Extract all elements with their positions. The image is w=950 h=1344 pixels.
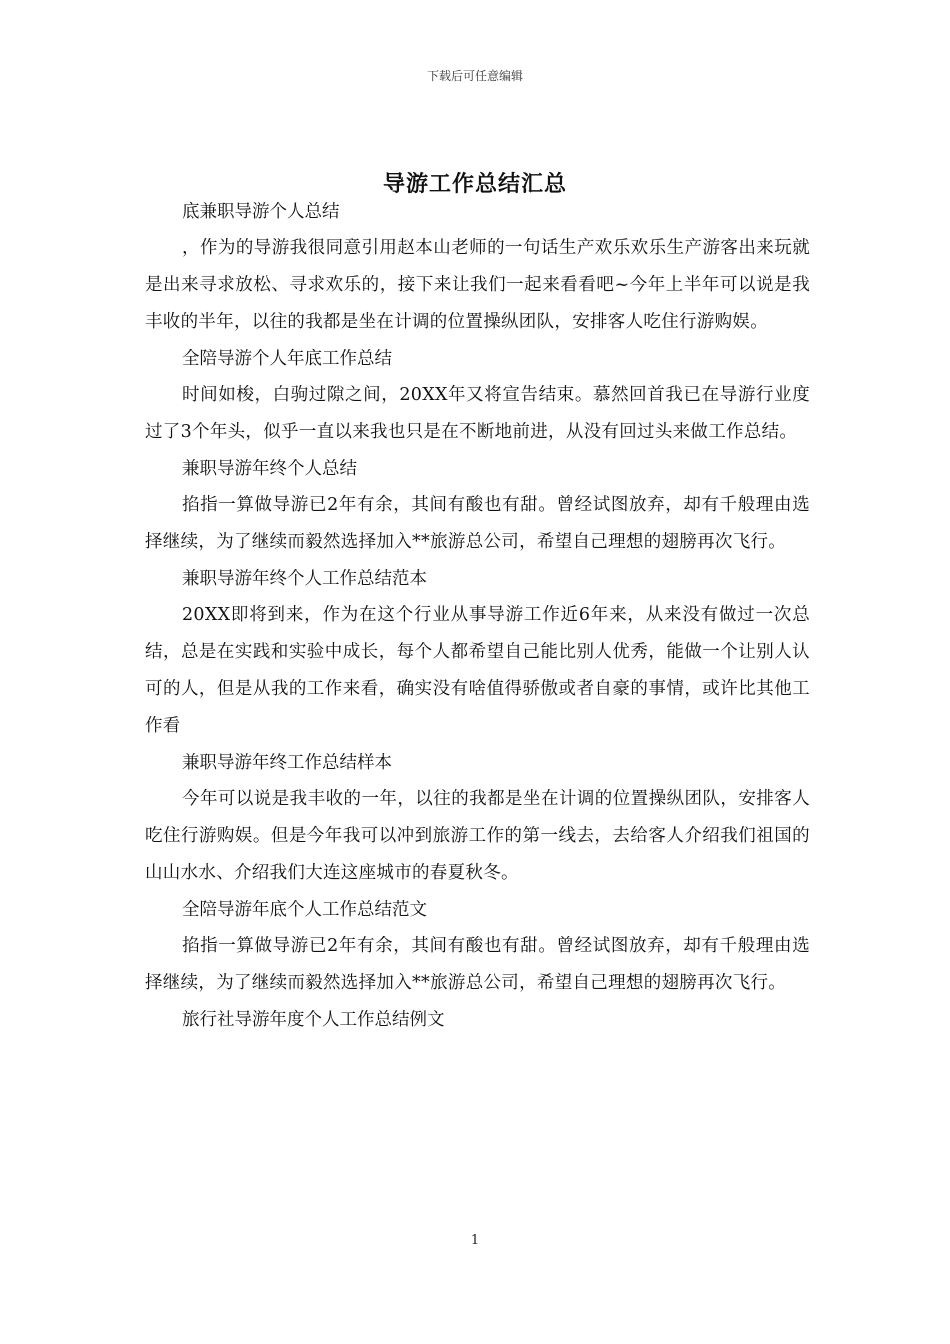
section-heading: 兼职导游年终个人总结	[182, 459, 357, 479]
section-paragraph: ，作为的导游我很同意引用赵本山老师的一句话生产欢乐欢乐生产游客出来玩就是出来寻求放松、寻求欢乐的，接下来让我们一起来看看吧~今年上半年可以说是我丰收的半年，以往的我都是坐在计调的位置操纵团队，安排客人吃住行游购娱。	[145, 238, 810, 332]
section-paragraph: 掐指一算做导游已2年有余，其间有酸也有甜。曾经试图放弃，却有千般理由选择继续，为了继续而毅然选择加入**旅游总公司，希望自己理想的翅膀再次飞行。	[145, 936, 810, 993]
section-paragraph: 掐指一算做导游已2年有余，其间有酸也有甜。曾经试图放弃，却有千般理由选择继续，为了继续而毅然选择加入**旅游总公司，希望自己理想的翅膀再次飞行。	[145, 495, 810, 552]
page-number: 1	[470, 1233, 480, 1248]
section-paragraph: 时间如梭，白驹过隙之间，20XX年又将宣告结束。慕然回首我已在导游行业度过了3个年头，似乎一直以来我也只是在不断地前进，从没有回过头来做工作总结。	[145, 385, 810, 442]
header-note: 下载后可任意编辑	[426, 69, 523, 83]
section-heading: 全陪导游个人年底工作总结	[182, 349, 392, 369]
document-body	[145, 194, 810, 1038]
section-heading: 兼职导游年终工作总结样本	[182, 753, 392, 773]
section-paragraph: 20XX即将到来，作为在这个行业从事导游工作近6年来，从来没有做过一次总结，总是在实践和实验中成长，每个人都希望自己能比别人优秀，能做一个让别人认可的人，但是从我的工作来看，确实没有啥值得骄傲或者自豪的事情，或许比其他工作看	[145, 605, 810, 736]
section-heading: 全陪导游年底个人工作总结范文	[182, 900, 427, 920]
section-heading: 旅行社导游年度个人工作总结例文	[182, 1010, 445, 1030]
section-heading: 底兼职导游个人总结	[182, 202, 340, 222]
document-title: 导游工作总结汇总	[382, 170, 567, 197]
section-heading: 兼职导游年终个人工作总结范本	[182, 569, 427, 589]
section-paragraph: 今年可以说是我丰收的一年，以往的我都是坐在计调的位置操纵团队，安排客人吃住行游购娱。但是今年我可以冲到旅游工作的第一线去，去给客人介绍我们祖国的山山水水、介绍我们大连这座城市的春夏秋冬。	[145, 789, 810, 883]
